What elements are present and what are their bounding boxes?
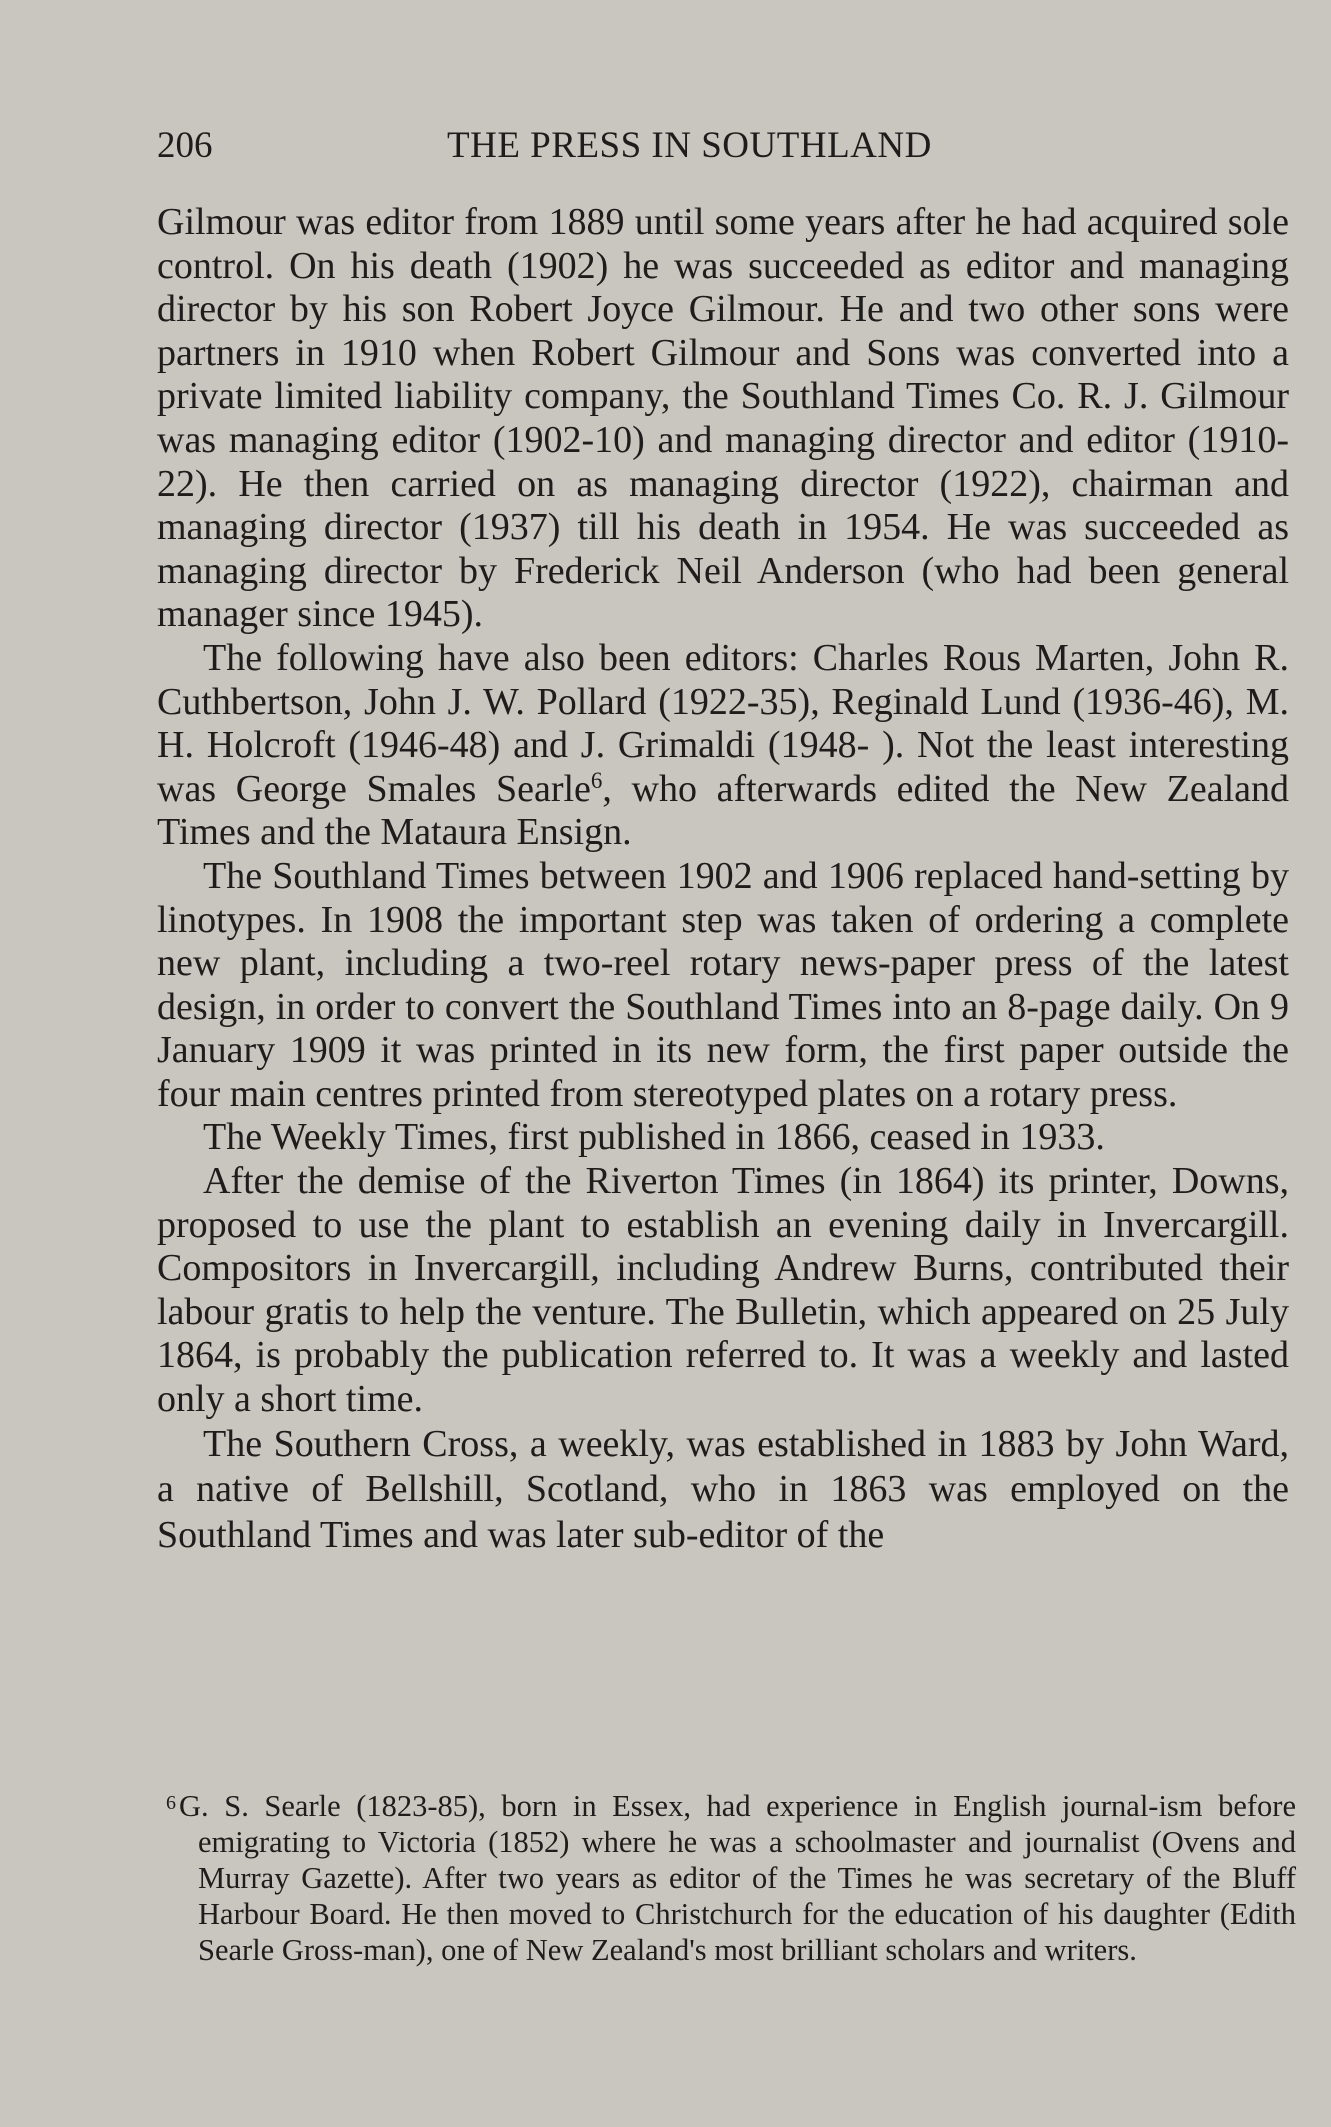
paragraph-riverton: After the demise of the Riverton Times (in 1864) its printer, Downs, proposed to use the plant to establish an evening daily in Invercargill. Compositors in Invercargill, including Andrew Burns, contributed their labour gratis to help the venture. The Bulletin, which appeared on 25 July 1864, is probably the publication referred to. It was a weekly and lasted only a short time. — [157, 1160, 1289, 1421]
footnote-text: G. S. Searle (1823-85), born in Essex, had experience in English journal-ism before emigrating to Victoria (1852) where he was a schoolmaster and journalist (Ovens and Murray Gazette). After two years as editor of the Times he was secretary of the Bluff Harbour Board. He then moved to Christchurch for the education of his daughter (Edith Searle Gross-man), one of New Zealand's most brilliant scholars and writers. — [179, 1789, 1296, 1967]
paragraph-weekly-times: The Weekly Times, first published in 1866, ceased in 1933. — [203, 1116, 1105, 1159]
footnote-marker: 6 — [166, 1792, 176, 1814]
running-title: THE PRESS IN SOUTHLAND — [447, 125, 932, 166]
footnote-reference: 6 — [590, 767, 603, 793]
paragraph-linotypes: The Southland Times between 1902 and 1906 replaced hand-setting by linotypes. In 1908 the important step was taken of ordering a complete new plant, including a two-reel rotary news-paper press of the latest design, in order to convert the Southland Times into an 8-page daily. On 9 January 1909 it was printed in its new form, the first paper outside the four main centres printed from stereotyped plates on a rotary press. — [157, 854, 1289, 1115]
footnote — [166, 1785, 1296, 1968]
paragraph-editors — [157, 637, 1289, 855]
paragraph-editors-tail: , who afterwards edited the New Zealand Times and the Mataura Ensign. — [157, 767, 1289, 854]
paragraph-southern-cross: The Southern Cross, a weekly, was established in 1883 by John Ward, a native of Bellshill, Scotland, who in 1863 was employed on the Southland Times and was later sub-editor of the — [157, 1422, 1289, 1556]
running-head — [157, 122, 1287, 170]
page-number: 206 — [157, 125, 213, 166]
paragraph-editors-text: The following have also been editors: Charles Rous Marten, John R. Cuthbertson, John J. W. Pollard (1922-35), Reginald Lund (1936-46), M. H. Holcroft (1946-48) and J. Grimaldi (1948- ). Not the least interesting was George Smales Searle — [157, 636, 1289, 810]
body-text — [157, 201, 1289, 1558]
footnote-body — [166, 1785, 1296, 1968]
paragraph-gilmour: Gilmour was editor from 1889 until some years after he had acquired sole control. On his death (1902) he was succeeded as editor and managing director by his son Robert Joyce Gilmour. He and two other sons were partners in 1910 when Robert Gilmour and Sons was converted into a private limited liability company, the Southland Times Co. R. J. Gilmour was managing editor (1902-10) and managing director and editor (1910-22). He then carried on as managing director (1922), chairman and managing director (1937) till his death in 1954. He was succeeded as managing director by Frederick Neil Anderson (who had been general manager since 1945). — [157, 201, 1289, 636]
